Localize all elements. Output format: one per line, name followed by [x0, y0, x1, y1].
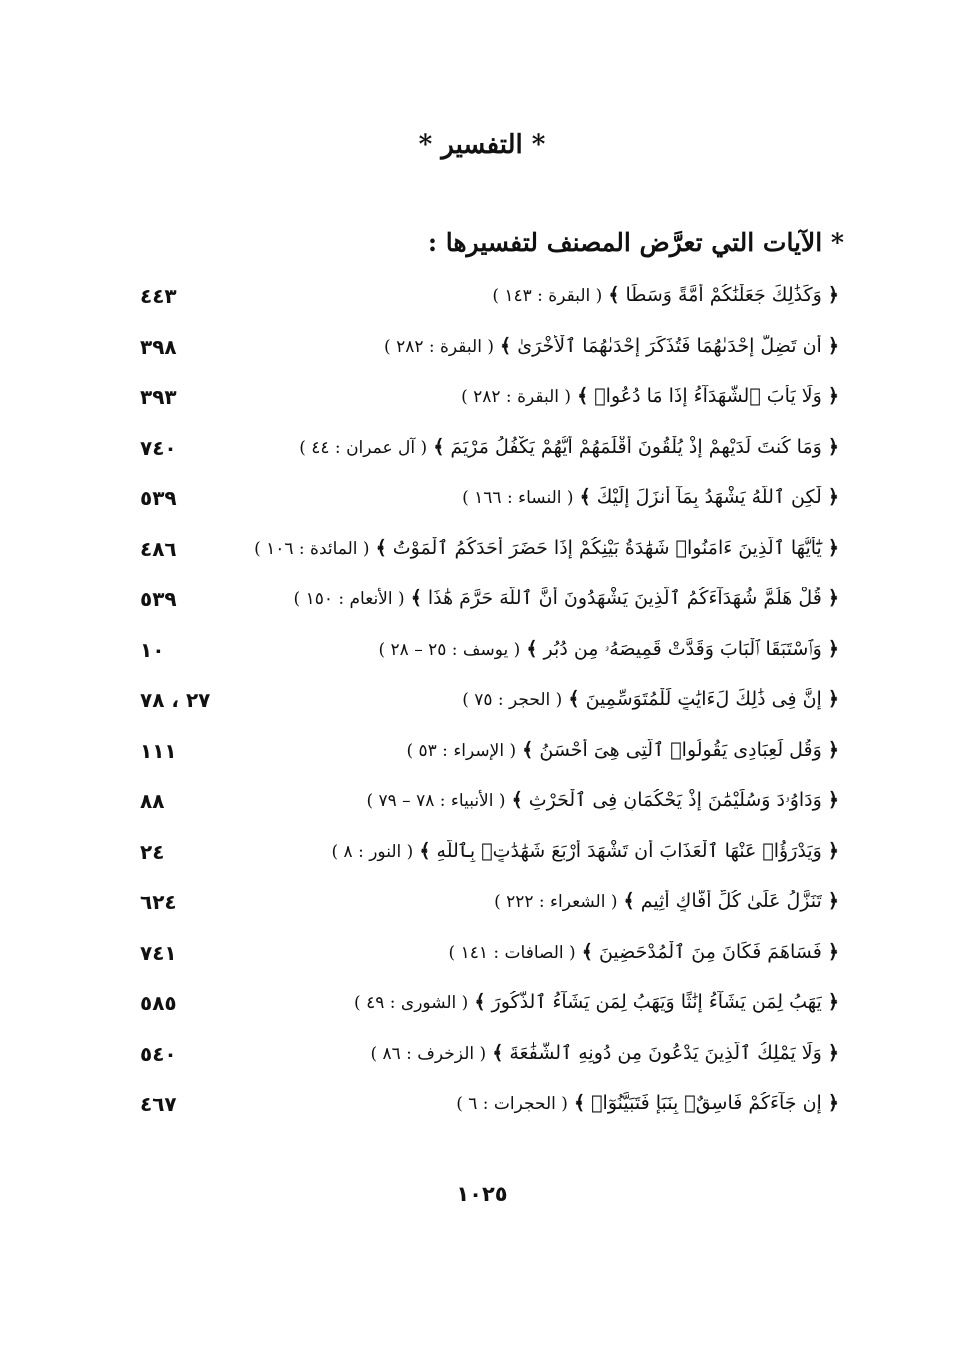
bracket-close: ﴾	[526, 637, 538, 660]
index-entry	[0, 335, 964, 386]
bracket-open: ﴿	[827, 587, 839, 609]
bracket-close: ﴾	[500, 334, 512, 357]
verse-citation	[492, 284, 839, 306]
verse-text: وَلَا يَأْبَ ٱلشُّهَدَآءُ إِذَا مَا دُعُوا۟	[594, 385, 822, 407]
page-reference: ٥٣٩	[140, 486, 177, 510]
bracket-close: ﴾	[375, 536, 387, 559]
bracket-open: ﴿	[827, 688, 839, 710]
bracket-open: ﴿	[827, 334, 839, 357]
bracket-close: ﴾	[410, 587, 422, 609]
surah-reference: ( الأنعام : ١٥٠ )	[293, 589, 405, 609]
verse-citation	[370, 1042, 839, 1064]
page-reference: ١٠	[140, 637, 165, 662]
verse-text: وَٱسْتَبَقَا ٱلْبَابَ وَقَدَّتْ قَمِيصَهُۥ مِن دُبُرٍ	[543, 637, 822, 660]
bracket-open: ﴿	[827, 637, 839, 660]
surah-reference: ( الزخرف : ٨٦ )	[370, 1043, 487, 1064]
verse-text: وَكَذَٰلِكَ جَعَلْنَٰكُمْ أُمَّةً وَسَطًا	[625, 284, 822, 306]
verse-citation	[461, 385, 839, 407]
bracket-close: ﴾	[573, 1092, 586, 1114]
index-entry	[0, 1042, 964, 1093]
surah-reference: ( يوسف : ٢٥ – ٢٨ )	[378, 639, 521, 660]
bracket-close: ﴾	[581, 940, 593, 963]
bracket-close: ﴾	[608, 284, 620, 306]
bracket-close: ﴾	[522, 738, 534, 761]
page-reference: ٧٤٠	[140, 435, 177, 460]
verse-citation	[366, 789, 839, 811]
bracket-open: ﴿	[827, 738, 839, 761]
index-entry	[0, 840, 964, 891]
bracket-open: ﴿	[827, 940, 839, 963]
page-reference: ٥٣٩	[140, 587, 177, 611]
surah-reference: ( الأنبياء : ٧٨ – ٧٩ )	[366, 791, 506, 811]
index-entry	[0, 587, 964, 638]
verse-text: أَن تَضِلَّ إِحْدَىٰهُمَا فَتُذَكِّرَ إِحْدَىٰهُمَا ٱلْأُخْرَىٰ	[517, 334, 822, 357]
page-reference: ٥٨٥	[140, 991, 177, 1015]
surah-reference: ( البقرة : ١٤٣ )	[492, 286, 603, 306]
bracket-close: ﴾	[474, 991, 486, 1013]
index-entry	[0, 688, 964, 739]
bracket-open: ﴿	[827, 486, 839, 508]
verse-text: قُلْ هَلُمَّ شُهَدَآءَكُمُ ٱلَّذِينَ يَشْهَدُونَ أَنَّ ٱللَّهَ حَرَّمَ هَٰذَا	[427, 587, 822, 609]
bracket-open: ﴿	[827, 435, 839, 458]
page-reference: ٢٧ ، ٧٨	[140, 688, 211, 712]
verse-text: فَسَاهَمَ فَكَانَ مِنَ ٱلْمُدْحَضِينَ	[598, 940, 822, 963]
verse-citation	[332, 840, 840, 862]
verse-text: يَٰٓأَيُّهَا ٱلَّذِينَ ءَامَنُوا۟ شَهَٰدَةُ بَيْنِكُمْ إِذَا حَضَرَ أَحَدَكُمُ ٱلْمَوْتُ	[392, 536, 822, 559]
page-reference: ٣٩٣	[140, 385, 177, 409]
page-reference: ٤٨٦	[140, 536, 177, 561]
verse-citation	[254, 537, 839, 559]
page-reference: ٧٤١	[140, 940, 177, 965]
page-reference: ١١١	[140, 738, 177, 763]
index-entry	[0, 991, 964, 1042]
page-reference: ٦٢٤	[140, 890, 177, 914]
index-entry	[0, 537, 964, 588]
bracket-open: ﴿	[827, 839, 839, 862]
page-reference: ٨٨	[140, 789, 165, 813]
bracket-open: ﴿	[827, 1092, 839, 1114]
bracket-close: ﴾	[568, 688, 580, 710]
bracket-open: ﴿	[827, 789, 839, 811]
surah-reference: ( النساء : ١٦٦ )	[462, 488, 574, 508]
verse-text: وَيَدْرَؤُا۟ عَنْهَا ٱلْعَذَابَ أَن تَشْهَدَ أَرْبَعَ شَهَٰدَٰتٍۭ بِٱللَّهِ	[436, 839, 822, 862]
bracket-open: ﴿	[827, 385, 839, 407]
index-entry	[0, 436, 964, 487]
verse-citation	[494, 890, 839, 912]
surah-reference: ( الصافات : ١٤١ )	[448, 942, 576, 963]
bracket-close: ﴾	[492, 1041, 504, 1064]
page-reference: ٤٦٧	[140, 1092, 177, 1116]
index-entry	[0, 385, 964, 436]
bracket-open: ﴿	[827, 991, 839, 1013]
verse-text: وَمَا كُنتَ لَدَيْهِمْ إِذْ يُلْقُونَ أَقْلَٰمَهُمْ أَيُّهُمْ يَكْفُلُ مَرْيَمَ	[450, 435, 822, 458]
verse-citation	[462, 688, 839, 710]
bracket-open: ﴿	[827, 1041, 839, 1064]
surah-reference: ( الإسراء : ٥٣ )	[406, 740, 517, 761]
verse-text: وَدَاوُۥدَ وَسُلَيْمَٰنَ إِذْ يَحْكُمَانِ فِى ٱلْحَرْثِ	[528, 789, 822, 811]
section-heading: * الآيات التي تعرَّض المصنف لتفسيرها :	[427, 228, 844, 257]
bracket-close: ﴾	[579, 486, 591, 508]
surah-reference: ( المائدة : ١٠٦ )	[254, 538, 370, 559]
verse-citation	[354, 991, 839, 1013]
surah-reference: ( آل عمران : ٤٤ )	[299, 437, 428, 458]
verse-text: وَقُل لِّعِبَادِى يَقُولُوا۟ ٱلَّتِى هِىَ أَحْسَنُ	[539, 738, 822, 761]
index-entry	[0, 941, 964, 992]
verse-citation	[406, 739, 839, 761]
page-reference: ٥٤٠	[140, 1041, 177, 1066]
verse-citation	[294, 587, 839, 609]
verse-text: لَّٰكِنِ ٱللَّهُ يَشْهَدُ بِمَآ أَنزَلَ إِلَيْكَ	[596, 486, 822, 508]
bracket-close: ﴾	[419, 839, 431, 862]
verse-text: يَهَبُ لِمَن يَشَآءُ إِنَٰثًا وَيَهَبُ لِمَن يَشَآءُ ٱلذُّكُورَ	[491, 991, 822, 1013]
surah-reference: ( الشعراء : ٢٢٢ )	[494, 892, 618, 912]
verse-citation	[378, 638, 839, 660]
index-entry	[0, 890, 964, 941]
surah-reference: ( البقرة : ٢٨٢ )	[384, 336, 494, 357]
bracket-close: ﴾	[623, 890, 635, 912]
index-entry	[0, 739, 964, 790]
page-number: ١٠٢٥	[456, 1182, 508, 1206]
verse-citation	[299, 436, 839, 458]
page-reference: ٣٩٨	[140, 334, 177, 359]
bracket-close: ﴾	[433, 435, 445, 458]
bracket-open: ﴿	[827, 284, 839, 306]
verse-citation	[462, 486, 839, 508]
bracket-open: ﴿	[827, 890, 839, 912]
bracket-close: ﴾	[511, 789, 523, 811]
verse-index-list	[0, 284, 964, 1143]
verse-citation	[384, 335, 839, 357]
surah-reference: ( الحجرات : ٦ )	[456, 1094, 568, 1114]
page-reference: ٢٤	[140, 839, 165, 864]
verse-text: إِن جَآءَكُمْ فَاسِقٌۢ بِنَبَإٍ فَتَبَيَّنُوٓا۟	[591, 1092, 822, 1114]
verse-text: إِنَّ فِى ذَٰلِكَ لَءَايَٰتٍ لِّلْمُتَوَسِّمِينَ	[585, 688, 822, 710]
index-entry	[0, 638, 964, 689]
verse-citation	[449, 941, 839, 963]
page-reference: ٤٤٣	[140, 284, 177, 308]
bracket-open: ﴿	[827, 536, 839, 559]
index-entry	[0, 284, 964, 335]
index-entry	[0, 1092, 964, 1143]
surah-reference: ( البقرة : ٢٨٢ )	[461, 387, 572, 407]
surah-reference: ( النور : ٨ )	[331, 841, 414, 862]
index-entry	[0, 486, 964, 537]
page-title: * التفسير *	[418, 130, 546, 160]
verse-text: وَلَا يَمْلِكُ ٱلَّذِينَ يَدْعُونَ مِن دُونِهِ ٱلشَّفَٰعَةَ	[509, 1041, 822, 1064]
verse-citation	[456, 1092, 839, 1114]
bracket-close: ﴾	[577, 385, 589, 407]
surah-reference: ( الشورى : ٤٩ )	[354, 993, 469, 1013]
verse-text: تَنَزَّلُ عَلَىٰ كُلِّ أَفَّاكٍ أَثِيمٍ	[640, 890, 822, 912]
surah-reference: ( الحجر : ٧٥ )	[462, 690, 563, 710]
index-entry	[0, 789, 964, 840]
